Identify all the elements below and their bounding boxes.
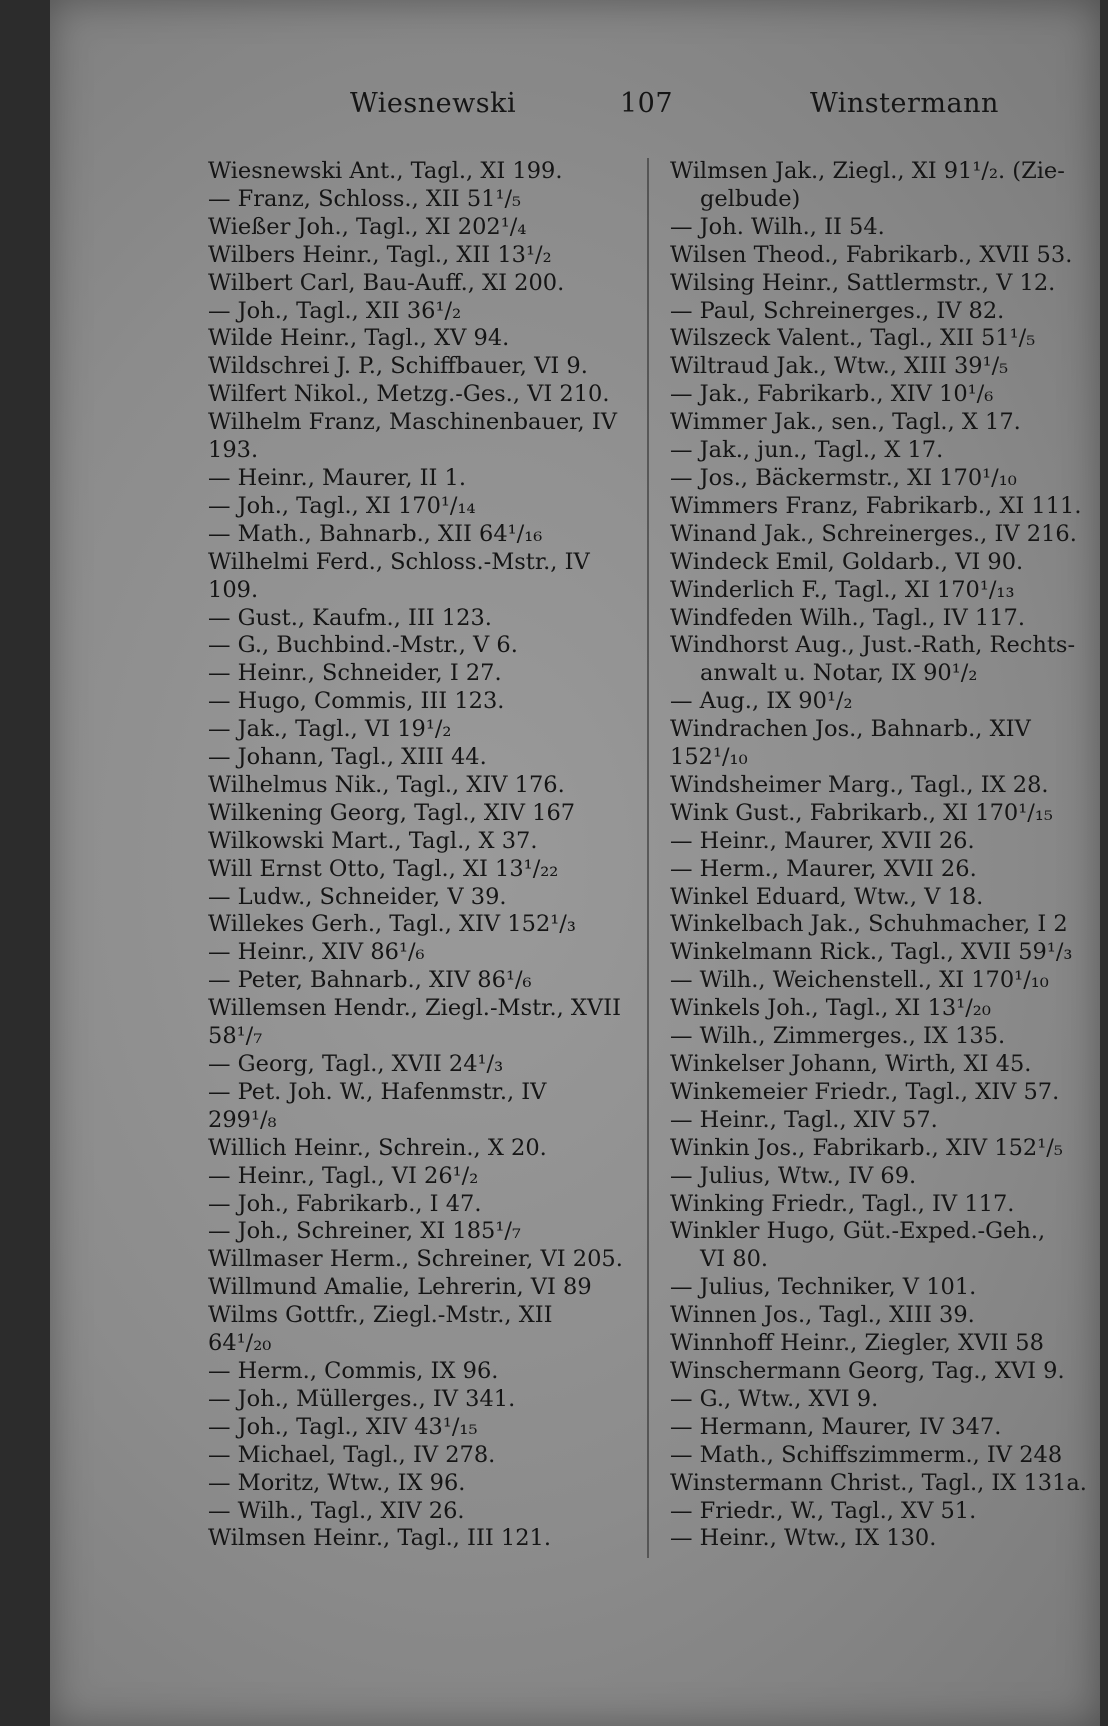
directory-entry: — Joh., Müllerges., IV 341. bbox=[208, 1385, 516, 1412]
directory-entry: Willich Heinr., Schrein., X 20. bbox=[208, 1134, 547, 1161]
directory-entry: Wilkening Georg, Tagl., XIV 167 bbox=[208, 799, 576, 826]
directory-entry: 109. bbox=[208, 576, 259, 603]
directory-entry: Winderlich F., Tagl., XI 170¹/₁₃ bbox=[670, 576, 1015, 603]
directory-entry: — Julius, Wtw., IV 69. bbox=[670, 1162, 917, 1189]
directory-entry: 193. bbox=[208, 437, 259, 464]
directory-entry: Wink Gust., Fabrikarb., XI 170¹/₁₅ bbox=[670, 799, 1053, 826]
directory-entry: Windrachen Jos., Bahnarb., XIV bbox=[670, 716, 1031, 743]
directory-entry: Windeck Emil, Goldarb., VI 90. bbox=[670, 548, 1024, 575]
directory-entry: Wiltraud Jak., Wtw., XIII 39¹/₅ bbox=[670, 353, 1009, 380]
directory-entry: — Jak., Tagl., VI 19¹/₂ bbox=[208, 716, 452, 743]
directory-entry: Winnhoff Heinr., Ziegler, XVII 58 bbox=[670, 1330, 1044, 1357]
directory-entry: Wilszeck Valent., Tagl., XII 51¹/₅ bbox=[670, 325, 1036, 352]
directory-entry: Wilhelm Franz, Maschinenbauer, IV bbox=[208, 409, 617, 436]
directory-entry: — G., Wtw., XVI 9. bbox=[670, 1385, 879, 1412]
directory-entry: — Peter, Bahnarb., XIV 86¹/₆ bbox=[208, 967, 532, 994]
column-divider bbox=[647, 158, 649, 1558]
directory-entry: — Hermann, Maurer, IV 347. bbox=[670, 1413, 1002, 1440]
directory-entry: Winstermann Christ., Tagl., IX 131a. bbox=[670, 1469, 1087, 1496]
directory-entry: Wilms Gottfr., Ziegl.-Mstr., XII bbox=[208, 1302, 553, 1329]
directory-entry: — Joh., Tagl., XII 36¹/₂ bbox=[208, 297, 462, 324]
directory-entry: — Johann, Tagl., XIII 44. bbox=[208, 744, 487, 771]
directory-entry: — Franz, Schloss., XII 51¹/₅ bbox=[208, 185, 522, 212]
directory-entry: Wilmsen Heinr., Tagl., III 121. bbox=[208, 1525, 551, 1552]
directory-entry: 152¹/₁₀ bbox=[670, 744, 748, 771]
directory-entry: Wilhelmi Ferd., Schloss.-Mstr., IV bbox=[208, 548, 590, 575]
directory-entry: — Heinr., Maurer, XVII 26. bbox=[670, 827, 975, 854]
directory-entry: — Hugo, Commis, III 123. bbox=[208, 688, 505, 715]
directory-entry: 299¹/₈ bbox=[208, 1106, 277, 1133]
directory-entry: Wilkowski Mart., Tagl., X 37. bbox=[208, 827, 538, 854]
directory-entry: — Moritz, Wtw., IX 96. bbox=[208, 1469, 466, 1496]
directory-entry: gelbude) bbox=[700, 185, 801, 212]
directory-entry: — Wilh., Tagl., XIV 26. bbox=[208, 1497, 465, 1524]
directory-entry: Wiesnewski Ant., Tagl., XI 199. bbox=[208, 158, 563, 184]
directory-entry: — Joh., Tagl., XI 170¹/₁₄ bbox=[208, 492, 476, 519]
directory-entry: — G., Buchbind.-Mstr., V 6. bbox=[208, 632, 518, 659]
directory-entry: Winkels Joh., Tagl., XI 13¹/₂₀ bbox=[670, 995, 991, 1022]
directory-entry: — Aug., IX 90¹/₂ bbox=[670, 688, 853, 715]
directory-entry: — Joh., Schreiner, XI 185¹/₇ bbox=[208, 1218, 521, 1245]
directory-entry: Willmund Amalie, Lehrerin, VI 89 bbox=[208, 1274, 592, 1301]
directory-entry: — Jak., jun., Tagl., X 17. bbox=[670, 437, 944, 464]
directory-entry: Windhorst Aug., Just.-Rath, Rechts- bbox=[670, 632, 1076, 659]
directory-entry: Wimmer Jak., sen., Tagl., X 17. bbox=[670, 409, 1021, 436]
directory-entry: — Math., Schiffszimmerm., IV 248 bbox=[670, 1441, 1063, 1468]
directory-entry: Wilbert Carl, Bau-Auff., XI 200. bbox=[208, 269, 565, 296]
directory-entry: Wilbers Heinr., Tagl., XII 13¹/₂ bbox=[208, 241, 552, 268]
directory-entry: — Heinr., XIV 86¹/₆ bbox=[208, 939, 425, 966]
directory-entry: — Math., Bahnarb., XII 64¹/₁₆ bbox=[208, 520, 543, 547]
directory-entry: — Michael, Tagl., IV 278. bbox=[208, 1441, 496, 1468]
directory-entry: anwalt u. Notar, IX 90¹/₂ bbox=[700, 660, 978, 687]
directory-entry: — Wilh., Zimmerges., IX 135. bbox=[670, 1023, 1006, 1050]
directory-entry: — Jak., Fabrikarb., XIV 10¹/₆ bbox=[670, 381, 994, 408]
directory-entry: Willekes Gerh., Tagl., XIV 152¹/₃ bbox=[208, 911, 576, 938]
directory-entry: Wilde Heinr., Tagl., XV 94. bbox=[208, 325, 510, 352]
left-column bbox=[208, 158, 644, 1553]
directory-entry: Winkelbach Jak., Schuhmacher, I 2 bbox=[670, 911, 1068, 938]
right-column bbox=[670, 158, 1108, 1553]
directory-entry: Wildschrei J. P., Schiffbauer, VI 9. bbox=[208, 353, 588, 380]
directory-entry: 58¹/₇ bbox=[208, 1023, 263, 1050]
directory-entry: — Heinr., Tagl., XIV 57. bbox=[670, 1106, 938, 1133]
directory-entry: Windsheimer Marg., Tagl., IX 28. bbox=[670, 771, 1049, 798]
directory-entry: — Georg, Tagl., XVII 24¹/₃ bbox=[208, 1051, 504, 1077]
directory-entry: — Heinr., Tagl., VI 26¹/₂ bbox=[208, 1162, 479, 1189]
directory-entry: — Jos., Bäckermstr., XI 170¹/₁₀ bbox=[670, 464, 1017, 491]
directory-entry: — Heinr., Wtw., IX 130. bbox=[670, 1525, 937, 1552]
directory-entry: VI 80. bbox=[700, 1246, 769, 1273]
directory-entry: Winkemeier Friedr., Tagl., XIV 57. bbox=[670, 1078, 1060, 1105]
directory-entry: Willemsen Hendr., Ziegl.-Mstr., XVII bbox=[208, 995, 621, 1022]
directory-entry: — Ludw., Schneider, V 39. bbox=[208, 883, 507, 910]
directory-entry: — Joh. Wilh., II 54. bbox=[670, 213, 885, 240]
directory-entry: Winkin Jos., Fabrikarb., XIV 152¹/₅ bbox=[670, 1134, 1063, 1161]
directory-entry: Willmaser Herm., Schreiner, VI 205. bbox=[208, 1246, 623, 1273]
directory-entry: Winand Jak., Schreinerges., IV 216. bbox=[670, 520, 1077, 547]
directory-entry: — Heinr., Maurer, II 1. bbox=[208, 464, 467, 491]
running-head-left: Wiesnewski bbox=[350, 88, 517, 119]
directory-entry: Winkelser Johann, Wirth, XI 45. bbox=[670, 1051, 1032, 1077]
directory-entry: Winkelmann Rick., Tagl., XVII 59¹/₃ bbox=[670, 939, 1073, 966]
directory-entry: Winnen Jos., Tagl., XIII 39. bbox=[670, 1302, 975, 1329]
directory-entry: Winking Friedr., Tagl., IV 117. bbox=[670, 1190, 1015, 1217]
directory-entry: Wießer Joh., Tagl., XI 202¹/₄ bbox=[208, 213, 527, 240]
directory-entry: — Heinr., Schneider, I 27. bbox=[208, 660, 502, 687]
directory-entry: Wilsing Heinr., Sattlermstr., V 12. bbox=[670, 269, 1056, 296]
directory-entry: Winkler Hugo, Güt.-Exped.-Geh., bbox=[670, 1218, 1046, 1245]
directory-entry: — Joh., Fabrikarb., I 47. bbox=[208, 1190, 482, 1217]
directory-entry: — Friedr., W., Tagl., XV 51. bbox=[670, 1497, 977, 1524]
directory-entry: — Paul, Schreinerges., IV 82. bbox=[670, 297, 1005, 324]
directory-entry: 64¹/₂₀ bbox=[208, 1330, 272, 1357]
directory-entry: Windfeden Wilh., Tagl., IV 117. bbox=[670, 604, 1026, 631]
directory-page bbox=[50, 0, 1100, 1726]
directory-entry: Wilfert Nikol., Metzg.-Ges., VI 210. bbox=[208, 381, 610, 408]
directory-entry: Wilmsen Jak., Ziegl., XI 91¹/₂. (Zie- bbox=[670, 158, 1065, 184]
directory-entry: Winkel Eduard, Wtw., V 18. bbox=[670, 883, 984, 910]
running-head-right: Winstermann bbox=[810, 88, 999, 119]
directory-entry: Wilsen Theod., Fabrikarb., XVII 53. bbox=[670, 241, 1073, 268]
directory-entry: — Pet. Joh. W., Hafenmstr., IV bbox=[208, 1078, 547, 1105]
directory-entry: — Herm., Maurer, XVII 26. bbox=[670, 855, 977, 882]
directory-entry: Will Ernst Otto, Tagl., XI 13¹/₂₂ bbox=[208, 855, 559, 882]
directory-entry: Wilhelmus Nik., Tagl., XIV 176. bbox=[208, 771, 565, 798]
directory-entry: Winschermann Georg, Tag., XVI 9. bbox=[670, 1357, 1065, 1384]
directory-entry: — Joh., Tagl., XIV 43¹/₁₅ bbox=[208, 1413, 478, 1440]
directory-entry: — Julius, Techniker, V 101. bbox=[670, 1274, 977, 1301]
directory-entry: Wimmers Franz, Fabrikarb., XI 111. bbox=[670, 492, 1082, 519]
directory-entry: — Wilh., Weichenstell., XI 170¹/₁₀ bbox=[670, 967, 1049, 994]
directory-entry: — Gust., Kaufm., III 123. bbox=[208, 604, 492, 631]
directory-entry: — Herm., Commis, IX 96. bbox=[208, 1357, 499, 1384]
page-number: 107 bbox=[620, 88, 674, 119]
